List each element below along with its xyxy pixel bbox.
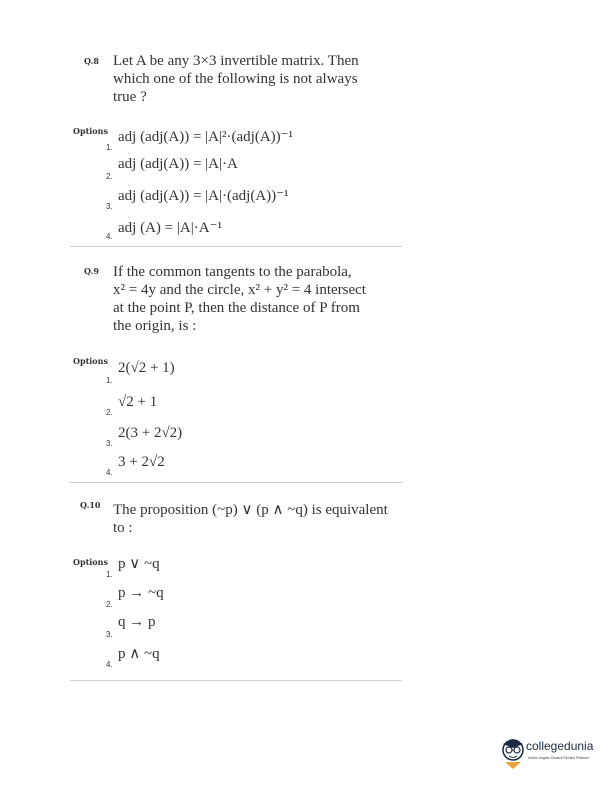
collegedunia-logo: [500, 736, 612, 776]
question-number: Q.9: [84, 266, 99, 276]
option-text: 3 + 2√2: [118, 454, 165, 470]
option-number: 4.: [106, 232, 113, 241]
option-number: 4.: [106, 468, 113, 477]
option-text: q → p: [118, 614, 156, 630]
option-number: 2.: [106, 408, 113, 417]
option-number: 3.: [106, 630, 113, 639]
option-text: √2 + 1: [118, 394, 158, 410]
option-text: adj (adj(A)) = |A|·A: [118, 156, 238, 172]
option-number: 1.: [106, 143, 113, 152]
option-text: adj (adj(A)) = |A|²·(adj(A))⁻¹: [118, 129, 294, 145]
question-text-line: the origin, is :: [113, 318, 197, 334]
option-text: adj (A) = |A|·A⁻¹: [118, 220, 222, 236]
option-number: 3.: [106, 439, 113, 448]
question-text-line: The proposition (~p) ∨ (p ∧ ~q) is equivalent: [113, 502, 388, 518]
option-text: 2(3 + 2√2): [118, 425, 183, 441]
option-number: 2.: [106, 600, 113, 609]
option-number: 1.: [106, 570, 113, 579]
logo-tagline: India's largest Student Review Platform: [528, 756, 589, 760]
option-text: adj (adj(A)) = |A|·(adj(A))⁻¹: [118, 188, 289, 204]
options-label: Options: [73, 356, 108, 366]
option-text: 2(√2 + 1): [118, 360, 175, 376]
section-divider: [70, 246, 402, 247]
section-divider: [70, 482, 402, 483]
options-label: Options: [73, 126, 108, 136]
option-text: p → ~q: [118, 585, 164, 601]
logo-mascot-icon: [500, 736, 526, 772]
option-number: 1.: [106, 376, 113, 385]
options-label: Options: [73, 557, 108, 567]
question-text-line: to :: [113, 520, 133, 536]
option-number: 2.: [106, 172, 113, 181]
option-text: p ∨ ~q: [118, 556, 160, 572]
question-text-line: at the point P, then the distance of P from: [113, 300, 360, 316]
question-number: Q.8: [84, 56, 99, 66]
question-text-line: If the common tangents to the parabola,: [113, 264, 352, 280]
question-text-line: true ?: [113, 89, 147, 105]
question-number: Q.10: [80, 500, 101, 510]
option-number: 4.: [106, 660, 113, 669]
question-text-line: x² = 4y and the circle, x² + y² = 4 intersect: [113, 282, 366, 298]
question-text-line: which one of the following is not always: [113, 71, 358, 87]
section-divider: [70, 680, 402, 681]
logo-wordmark: collegedunia: [526, 739, 594, 753]
option-text: p ∧ ~q: [118, 646, 160, 662]
question-text-line: Let A be any 3×3 invertible matrix. Then: [113, 53, 359, 69]
option-number: 3.: [106, 202, 113, 211]
